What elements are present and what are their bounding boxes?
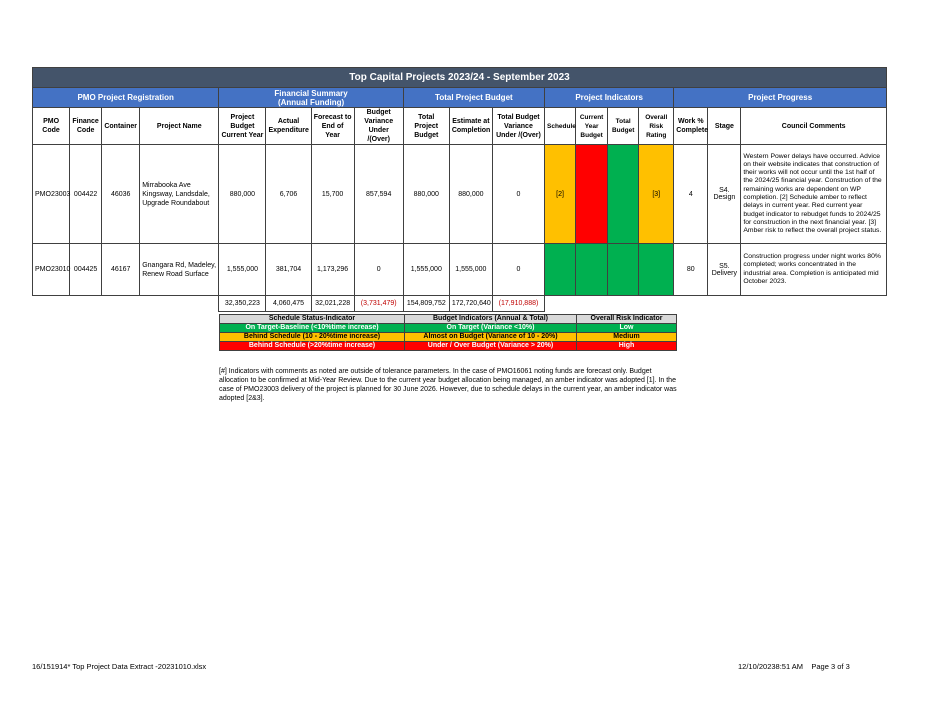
header-total-variance: Total Budget Variance Under /(Over) xyxy=(492,108,544,145)
legend-red-risk: High xyxy=(577,342,677,351)
current-year-budget-indicator xyxy=(576,145,608,244)
footer-file-name: 16/151914* Top Project Data Extract -20231010.xlsx xyxy=(32,662,207,671)
council-comments: Construction progress under night works 80% completed; works concentrated in the industrial area. Completion is anticipated mid October 2023. xyxy=(741,244,887,296)
estimate-at-completion: 880,000 xyxy=(449,145,492,244)
finance-code: 004425 xyxy=(70,244,102,296)
budget-variance: 0 xyxy=(354,244,403,296)
header-pmo-code: PMO Code xyxy=(33,108,70,145)
group-indicators: Project Indicators xyxy=(545,88,674,108)
total-forecast: 32,021,228 xyxy=(311,296,354,312)
finance-code: 004422 xyxy=(70,145,102,244)
work-complete: 4 xyxy=(674,145,708,244)
legend-green-schedule: On Target-Baseline (<10%time increase) xyxy=(220,324,405,333)
indicator-legend xyxy=(219,314,677,351)
legend-green-budget: On Target (Variance <10%) xyxy=(405,324,577,333)
legend-amber-schedule: Behind Schedule (10 - 20%time increase) xyxy=(220,333,405,342)
legend-green-risk: Low xyxy=(577,324,677,333)
budget-variance: 857,594 xyxy=(354,145,403,244)
header-actual-expenditure: Actual Expenditure xyxy=(266,108,311,145)
total-estimate: 172,720,640 xyxy=(449,296,492,312)
report-title: Top Capital Projects 2023/24 - September 2023 xyxy=(33,68,887,88)
forecast: 1,173,296 xyxy=(311,244,354,296)
total-budget-indicator xyxy=(608,244,639,296)
header-budget-variance: Budget Variance Under /(Over) xyxy=(354,108,403,145)
risk-indicator: [3] xyxy=(639,145,674,244)
footer-date-page: 12/10/20238:51 AM Page 3 of 3 xyxy=(738,662,850,671)
pmo-code: PMO23010 xyxy=(33,244,70,296)
footnote: [#] Indicators with comments as noted are outside of tolerance parameters. In the case of PMO16061 noting funds are forecast only. Budget allocation to be confirmed at Mid-Year Review. Due to the current year budget allocation being managed, an amber indicator was adopted [1]. In the case of PMO23003 delivery of the project is planned for 30 June 2026. However, due to schedule delays in the current year, an amber indicator was adopted [2&3]. xyxy=(219,368,677,402)
total-variance: 0 xyxy=(492,244,544,296)
table-row xyxy=(33,145,887,244)
legend-header-risk: Overall Risk Indicator xyxy=(577,315,677,324)
header-container: Container xyxy=(102,108,140,145)
header-schedule: Schedule xyxy=(545,108,576,145)
total-budget-variance: (3,731,479) xyxy=(354,296,403,312)
legend-header-budget: Budget Indicators (Annual & Total) xyxy=(405,315,577,324)
total-project-budget: 880,000 xyxy=(403,145,449,244)
total-variance: 0 xyxy=(492,145,544,244)
total-actual: 4,060,475 xyxy=(266,296,311,312)
project-budget: 1,555,000 xyxy=(219,244,266,296)
schedule-indicator xyxy=(545,244,576,296)
header-forecast: Forecast to End of Year xyxy=(311,108,354,145)
header-estimate: Estimate at Completion xyxy=(449,108,492,145)
legend-amber-risk: Medium xyxy=(577,333,677,342)
legend-red-budget: Under / Over Budget (Variance > 20%) xyxy=(405,342,577,351)
risk-indicator xyxy=(639,244,674,296)
header-risk-rating: Overall Risk Rating xyxy=(639,108,674,145)
council-comments: Western Power delays have occurred. Advice on their website indicates that construction of their works will not occur until the 1st half of the 2024/25 financial year. Construction of the remaining works are dependent on WP completion. [2] Schedule amber to reflect delays in current year. Red current year budget indicator to rebudget funds to 2024/25 for construction in the next financial year. [3] Amber risk to reflect the overall project status. xyxy=(741,145,887,244)
project-budget: 880,000 xyxy=(219,145,266,244)
group-progress: Project Progress xyxy=(674,88,887,108)
legend-red-schedule: Behind Schedule (>20%time increase) xyxy=(220,342,405,351)
current-year-budget-indicator xyxy=(576,244,608,296)
group-financial-summary: Financial Summary (Annual Funding) xyxy=(219,88,403,108)
header-stage: Stage xyxy=(708,108,741,145)
legend-header-schedule: Schedule Status-Indicator xyxy=(220,315,405,324)
container: 46036 xyxy=(102,145,140,244)
project-name: Gnangara Rd, Madeley, Renew Road Surface xyxy=(140,244,219,296)
total-project-budget-current: 32,350,223 xyxy=(219,296,266,312)
pmo-code: PMO23003 xyxy=(33,145,70,244)
header-council-comments: Council Comments xyxy=(741,108,887,145)
capital-projects-table xyxy=(32,67,887,312)
total-budget-indicator xyxy=(608,145,639,244)
work-complete: 80 xyxy=(674,244,708,296)
legend-amber-budget: Almost on Budget (Variance of 10 - 20%) xyxy=(405,333,577,342)
table-row xyxy=(33,244,887,296)
header-total-project-budget: Total Project Budget xyxy=(403,108,449,145)
stage: S5. Delivery xyxy=(708,244,741,296)
actual-expenditure: 381,704 xyxy=(266,244,311,296)
header-total-budget: Total Budget xyxy=(608,108,639,145)
header-finance-code: Finance Code xyxy=(70,108,102,145)
total-total-variance: (17,910,888) xyxy=(492,296,544,312)
estimate-at-completion: 1,555,000 xyxy=(449,244,492,296)
schedule-indicator: [2] xyxy=(545,145,576,244)
header-current-year-budget: Current Year Budget xyxy=(576,108,608,145)
header-project-name: Project Name xyxy=(140,108,219,145)
totals-row xyxy=(33,296,887,312)
total-total-project-budget: 154,809,752 xyxy=(403,296,449,312)
group-registration: PMO Project Registration xyxy=(33,88,219,108)
header-project-budget: Project Budget Current Year xyxy=(219,108,266,145)
group-total-budget: Total Project Budget xyxy=(403,88,544,108)
forecast: 15,700 xyxy=(311,145,354,244)
stage: S4. Design xyxy=(708,145,741,244)
total-project-budget: 1,555,000 xyxy=(403,244,449,296)
actual-expenditure: 6,706 xyxy=(266,145,311,244)
header-work-complete: Work % Complete xyxy=(674,108,708,145)
container: 46167 xyxy=(102,244,140,296)
project-name: Mirrabooka Ave Kingsway, Landsdale, Upgrade Roundabout xyxy=(140,145,219,244)
